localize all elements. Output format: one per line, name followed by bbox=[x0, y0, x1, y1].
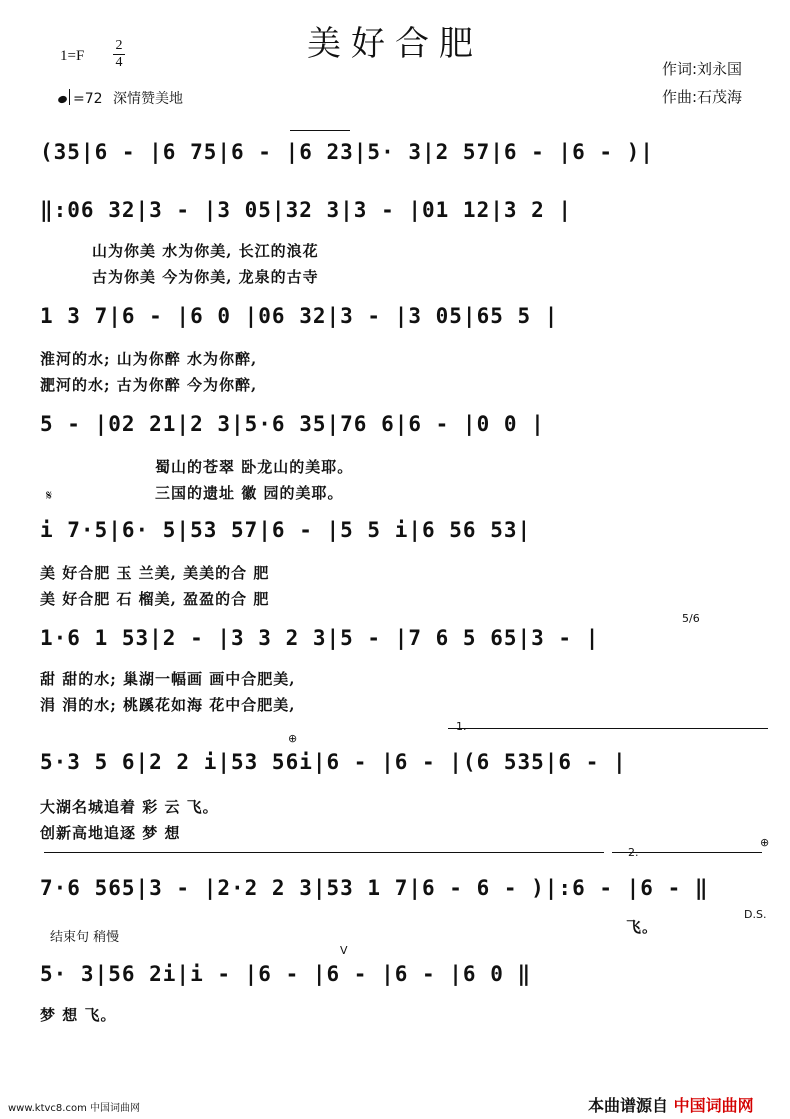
time-signature-bottom: 4 bbox=[115, 55, 123, 70]
notation-row-2: ‖:06 32|3 - |3 05|32 3|3 - |01 12|3 2 | bbox=[40, 198, 573, 222]
notation-row-9: 5· 3|56 2i|i - |6 - |6 - |6 - |6 0 ‖ bbox=[40, 962, 532, 986]
lyric-row-5-verse-2: 美 好合肥 石 榴美, 盈盈的合 肥 bbox=[40, 590, 270, 608]
lyric-row-9: 梦 想 飞。 bbox=[40, 1006, 117, 1024]
tempo-value: =72 bbox=[73, 91, 103, 107]
breath-mark: V bbox=[340, 944, 348, 957]
lyric-row-5-verse-1: 美 好合肥 玉 兰美, 美美的合 肥 bbox=[40, 564, 270, 582]
composer-credit: 作曲:石茂海 bbox=[662, 88, 743, 106]
coda-icon: ⊕ bbox=[760, 836, 770, 849]
key-signature: 1=F bbox=[60, 48, 85, 64]
notation-row-1: (35|6 - |6 75|6 - |6 23|5· 3|2 57|6 - |6 - )| bbox=[40, 140, 654, 164]
lyric-row-2-verse-1: 山为你美 水为你美, 长江的浪花 bbox=[92, 242, 319, 260]
page-title: 美好合肥 bbox=[307, 24, 483, 64]
lyric-row-7-verse-2: 创新高地追逐 梦 想 bbox=[40, 824, 181, 842]
coda-icon: ⊕ bbox=[288, 732, 298, 745]
notation-row-5: i 7·5|6· 5|53 57|6 - |5 5 i|6 56 53| bbox=[40, 518, 532, 542]
lyric-row-6-verse-2: 涓 涓的水; 桃蹊花如海 花中合肥美, bbox=[40, 696, 296, 714]
notation-row-4: 5 - |02 21|2 3|5·6 35|76 6|6 - |0 0 | bbox=[40, 412, 545, 436]
lyric-row-6-verse-1: 甜 甜的水; 巢湖一幅画 画中合肥美, bbox=[40, 670, 296, 688]
lyric-row-3-verse-1: 淮河的水; 山为你醉 水为你醉, bbox=[40, 350, 258, 368]
grace-note: 5/6 bbox=[682, 612, 700, 625]
footer-source bbox=[588, 1093, 754, 1116]
ending-direction: 结束句 稍慢 bbox=[50, 930, 120, 945]
tie-arc bbox=[290, 130, 350, 131]
lyric-row-4-verse-1: 蜀山的苍翠 卧龙山的美耶。 bbox=[155, 458, 354, 476]
footer-source-prefix: 本曲谱源自 bbox=[588, 1096, 669, 1115]
time-signature-top: 2 bbox=[115, 38, 123, 53]
time-signature bbox=[112, 38, 126, 71]
footer-source-site[interactable]: 中国词曲网 bbox=[673, 1096, 754, 1115]
footer-watermark: www.ktvc8.com 中国词曲网 bbox=[8, 1103, 141, 1114]
volta-bracket-1 bbox=[448, 728, 768, 729]
tempo-expression: 深情赞美地 bbox=[113, 91, 183, 107]
notation-row-7: 5·3 5 6|2 2 i|53 56i|6 - |6 - |(6 535|6 - | bbox=[40, 750, 627, 774]
dal-segno-mark: D.S. bbox=[744, 908, 767, 921]
notation-row-6: 1·6 1 53|2 - |3 3 2 3|5 - |7 6 5 65|3 - | bbox=[40, 626, 600, 650]
quarter-note-icon bbox=[57, 95, 68, 105]
lyric-row-2-verse-2: 古为你美 今为你美, 龙泉的古寺 bbox=[92, 268, 319, 286]
lyric-row-7-verse-1: 大湖名城追着 彩 云 飞。 bbox=[40, 798, 219, 816]
section-line bbox=[44, 852, 604, 853]
volta-label-1: 1. bbox=[456, 720, 467, 733]
segno-icon: 𝄋 bbox=[46, 488, 53, 504]
lyric-row-4-verse-2: 三国的遗址 徽 园的美耶。 bbox=[155, 484, 344, 502]
lyricist-credit: 作词:刘永国 bbox=[662, 60, 743, 78]
notation-row-8: 7·6 565|3 - |2·2 2 3|53 1 7|6 - 6 - )|:6 - |6 - ‖ bbox=[40, 876, 709, 900]
notation-row-3: 1 3 7|6 - |6 0 |06 32|3 - |3 05|65 5 | bbox=[40, 304, 559, 328]
note-stem bbox=[69, 89, 70, 105]
volta-label-2: 2. bbox=[628, 846, 639, 859]
tempo-marking bbox=[58, 88, 183, 108]
lyric-row-3-verse-2: 淝河的水; 古为你醉 今为你醉, bbox=[40, 376, 258, 394]
ending-lyric: 飞。 bbox=[626, 918, 659, 936]
